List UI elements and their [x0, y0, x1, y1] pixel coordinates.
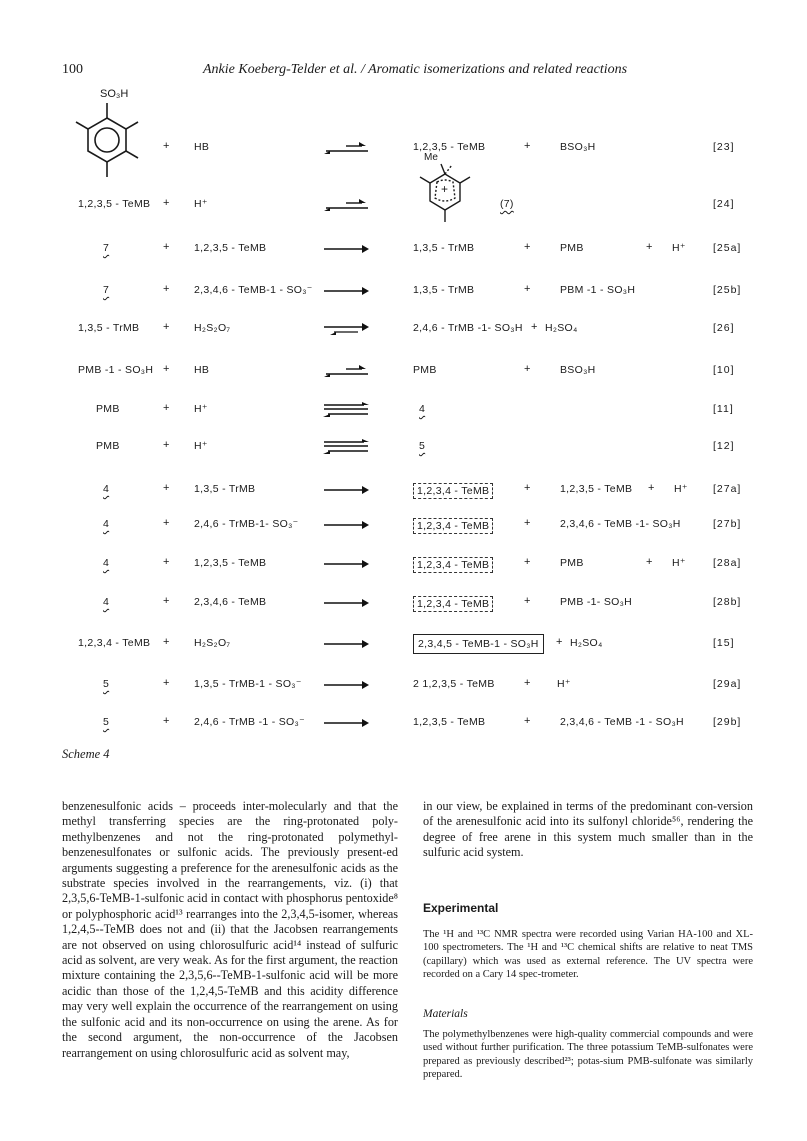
equation-number: [11]: [713, 403, 734, 415]
plus-sign: +: [163, 677, 170, 689]
reaction-arrow: [322, 439, 370, 455]
plus-sign: +: [163, 283, 170, 295]
product-2: BSO₃H: [560, 364, 596, 376]
reagent: H⁺: [194, 403, 208, 415]
reactant: 7: [103, 242, 110, 254]
equation-number: [25b]: [713, 284, 742, 296]
reagent: 1,3,5 - TrMB-1 - SO₃⁻: [194, 678, 302, 690]
equation-number: [23]: [713, 141, 735, 153]
right-column-text: [423, 799, 753, 861]
reaction-arrow: [322, 241, 370, 257]
plus-sign: +: [524, 556, 531, 568]
reagent: 2,4,6 - TrMB -1 - SO₃⁻: [194, 716, 305, 728]
reagent: HB: [194, 364, 210, 376]
plus-sign: +: [524, 677, 531, 689]
reaction-arrow: [322, 321, 370, 337]
reagent: 2,4,6 - TrMB-1- SO₃⁻: [194, 518, 299, 530]
equation-number: [26]: [713, 322, 735, 334]
reaction-row: [0, 592, 807, 618]
reagent: 2,3,4,6 - TeMB-1 - SO₃⁻: [194, 284, 313, 296]
experimental-text: The ¹H and ¹³C NMR spectra were recorded using Varian HA-100 and XL-100 spectrometers. The ¹H and ¹³C chemical shifts are relative to neat TMS (capillary) which was used as external reference. The UV spectra were recorded on a Cary 14 spec-trometer.: [423, 929, 753, 981]
product-2: BSO₃H: [560, 141, 596, 153]
reaction-arrow: [322, 715, 370, 731]
product-1: 1,3,5 - TrMB: [413, 284, 475, 296]
reactant: 4: [103, 518, 110, 530]
plus-sign: +: [163, 595, 170, 607]
reactant: PMB -1 - SO₃H: [78, 364, 154, 376]
reagent: H₂S₂O₇: [194, 637, 231, 649]
reaction-arrow: [322, 402, 370, 418]
cation-ring-drawing: [410, 152, 490, 232]
product-2: H₂SO₄: [570, 637, 603, 649]
equation-number: [28b]: [713, 596, 742, 608]
product-3: H⁺: [674, 483, 688, 495]
reaction-row: [0, 633, 807, 659]
reagent: H₂S₂O₇: [194, 322, 231, 334]
product-1: 2,4,6 - TrMB -1- SO₃H: [413, 322, 523, 334]
product-1: 1,2,3,4 - TeMB: [413, 483, 493, 499]
plus-sign: +: [524, 517, 531, 529]
equation-number: [24]: [713, 198, 735, 210]
reaction-row: [0, 399, 807, 425]
plus-sign: +: [524, 482, 531, 494]
product-2: 1,2,3,5 - TeMB: [560, 483, 633, 495]
equation-number: [25a]: [713, 242, 742, 254]
reactant: 1,2,3,5 - TeMB: [78, 198, 151, 210]
plus-sign: +: [524, 715, 531, 727]
equation-number: [10]: [713, 364, 735, 376]
reaction-row: [0, 553, 807, 579]
equation-number: [12]: [713, 440, 735, 452]
reactant: 4: [103, 483, 110, 495]
materials-text: The polymethylbenzenes were high-quality commercial compounds and were used without further purification. The three potassium TeMB-sulfonates were prepared as previously described²³; potas-sium PMB-sulfonate was similarly prepared.: [423, 1029, 753, 1081]
plus-sign: +: [163, 197, 170, 209]
reaction-row: [0, 137, 807, 163]
reactant: 1,2,3,4 - TeMB: [78, 637, 151, 649]
plus-sign: +: [524, 283, 531, 295]
plus-sign: +: [524, 241, 531, 253]
product-1: (7): [500, 198, 514, 210]
left-paragraph: benzenesulfonic acids – proceeds inter-molecularly and that the methyl transferring species are the ring-protonated poly-methylbenzenes and not the ring-protonated polymethyl-benzenesulfonates or sulfonic acids. The previously present-ed arguments suggesting a preference for the arenesulfonic acids as the substrate species involved in the rearrangements, viz. (i) that 2,3,5,6-TeMB-1-sulfonic acid in contact with phosphorus pentoxide⁸ or polyphosphoric acid¹³ rearranges into the 2,3,4,5-isomer, whereas 1,2,4,5--TeMB does not and (ii) that the Jacobsen rearrangements are not observed on using chlorosulfuric acid¹⁴ instead of sulfuric acid as solvent, are very weak. As for the first argument, the reaction mixture containing the 2,3,5,6--TeMB-1-sulfonic acid will be more acidic than those of the 1,2,4,5-TeMB and this acidity difference may very well explain the occurrence of the rearrangement on using the sulfonic acid and its non-occurrence on using the arene. As for the second argument, the non-occurrence of the Jacobsen rearrangement on using chlorosulfuric acid as solvent may,: [62, 799, 398, 1060]
product-3: H⁺: [672, 242, 686, 254]
running-title: Ankie Koeberg-Telder et al. / Aromatic isomerizations and related reactions: [203, 62, 628, 77]
plus-sign: +: [163, 517, 170, 529]
reaction-arrow: [322, 517, 370, 533]
product-2: PBM -1 - SO₃H: [560, 284, 636, 296]
plus-sign: +: [163, 715, 170, 727]
plus-sign: +: [163, 439, 170, 451]
plus-sign: +: [163, 363, 170, 375]
product-3: H⁺: [672, 557, 686, 569]
plus-sign: +: [163, 321, 170, 333]
product-1: 1,2,3,4 - TeMB: [413, 557, 493, 573]
plus-sign: +: [648, 482, 655, 494]
product-1: 1,2,3,5 - TeMB: [413, 716, 486, 728]
reaction-arrow: [322, 482, 370, 498]
page-number: 100: [62, 62, 83, 77]
reaction-row: [0, 194, 807, 220]
product-2: H₂SO₄: [545, 322, 578, 334]
reagent: 1,3,5 - TrMB: [194, 483, 256, 495]
reaction-row: [0, 318, 807, 344]
charge-label: +: [441, 182, 449, 196]
product-1: 5: [419, 440, 426, 452]
plus-sign: +: [163, 636, 170, 648]
reaction-row: [0, 712, 807, 738]
reaction-arrow: [322, 283, 370, 299]
experimental-heading: Experimental: [423, 901, 499, 915]
equation-number: [29b]: [713, 716, 742, 728]
reagent: H⁺: [194, 198, 208, 210]
plus-sign: +: [163, 241, 170, 253]
reactant: PMB: [96, 440, 120, 452]
left-column-text: [62, 799, 398, 1061]
reagent: 1,2,3,5 - TeMB: [194, 242, 267, 254]
reaction-arrow: [322, 140, 370, 156]
reaction-row: [0, 514, 807, 540]
plus-sign: +: [163, 140, 170, 152]
product-1: 4: [419, 403, 426, 415]
equation-number: [27b]: [713, 518, 742, 530]
product-2: PMB: [560, 242, 584, 254]
product-1: 1,2,3,4 - TeMB: [413, 596, 493, 612]
reactant: 4: [103, 596, 110, 608]
plus-sign: +: [163, 402, 170, 414]
reactant: 5: [103, 716, 110, 728]
product-2: H⁺: [557, 678, 571, 690]
reactant: 1,3,5 - TrMB: [78, 322, 140, 334]
equation-number: [29a]: [713, 678, 742, 690]
product-1: 1,2,3,5 - TeMB: [413, 141, 486, 153]
reactant: 5: [103, 678, 110, 690]
reaction-arrow: [322, 595, 370, 611]
plus-sign: +: [531, 321, 538, 333]
equation-number: [28a]: [713, 557, 742, 569]
plus-sign: +: [524, 140, 531, 152]
reactant: 7: [103, 284, 110, 296]
plus-sign: +: [646, 556, 653, 568]
scheme-caption: Scheme 4: [62, 747, 110, 761]
equation-number: [15]: [713, 637, 735, 649]
plus-sign: +: [646, 241, 653, 253]
reagent: HB: [194, 141, 210, 153]
reaction-row: [0, 360, 807, 386]
plus-sign: +: [163, 556, 170, 568]
reaction-arrow: [322, 197, 370, 213]
plus-sign: +: [524, 363, 531, 375]
reagent: 2,3,4,6 - TeMB: [194, 596, 267, 608]
product-2: 2,3,4,6 - TeMB -1 - SO₃H: [560, 716, 684, 728]
reaction-arrow: [322, 677, 370, 693]
plus-sign: +: [524, 595, 531, 607]
reagent: H⁺: [194, 440, 208, 452]
reaction-row: [0, 238, 807, 264]
plus-sign: +: [163, 482, 170, 494]
product-1: 2,3,4,5 - TeMB-1 - SO₃H: [413, 634, 544, 654]
product-1: 1,2,3,4 - TeMB: [413, 518, 493, 534]
reaction-row: [0, 479, 807, 505]
product-2: 2,3,4,6 - TeMB -1- SO₃H: [560, 518, 681, 530]
equation-number: [27a]: [713, 483, 742, 495]
product-2: PMB: [560, 557, 584, 569]
product-1: 2 1,2,3,5 - TeMB: [413, 678, 495, 690]
reaction-row: [0, 280, 807, 306]
reagent: 1,2,3,5 - TeMB: [194, 557, 267, 569]
reaction-row: [0, 674, 807, 700]
plus-sign: +: [556, 636, 563, 648]
right-paragraph: in our view, be explained in terms of the predominant con-version of the arenesulfonic acid into its sulfonyl chloride⁵⁶, rendering the degree of free arene in this system much smaller than in the sulfuric acid system.: [423, 799, 753, 860]
so3h-label: SO₃H: [100, 88, 129, 100]
materials-heading: Materials: [423, 1008, 468, 1020]
reactant: 4: [103, 557, 110, 569]
product-2: PMB -1- SO₃H: [560, 596, 633, 608]
product-1: PMB: [413, 364, 437, 376]
cation-structure: [410, 152, 490, 232]
product-1: 1,3,5 - TrMB: [413, 242, 475, 254]
reaction-row: [0, 436, 807, 462]
methyl-label: Me: [424, 152, 438, 163]
reactant: PMB: [96, 403, 120, 415]
reaction-arrow: [322, 363, 370, 379]
reaction-arrow: [322, 556, 370, 572]
reaction-arrow: [322, 636, 370, 652]
